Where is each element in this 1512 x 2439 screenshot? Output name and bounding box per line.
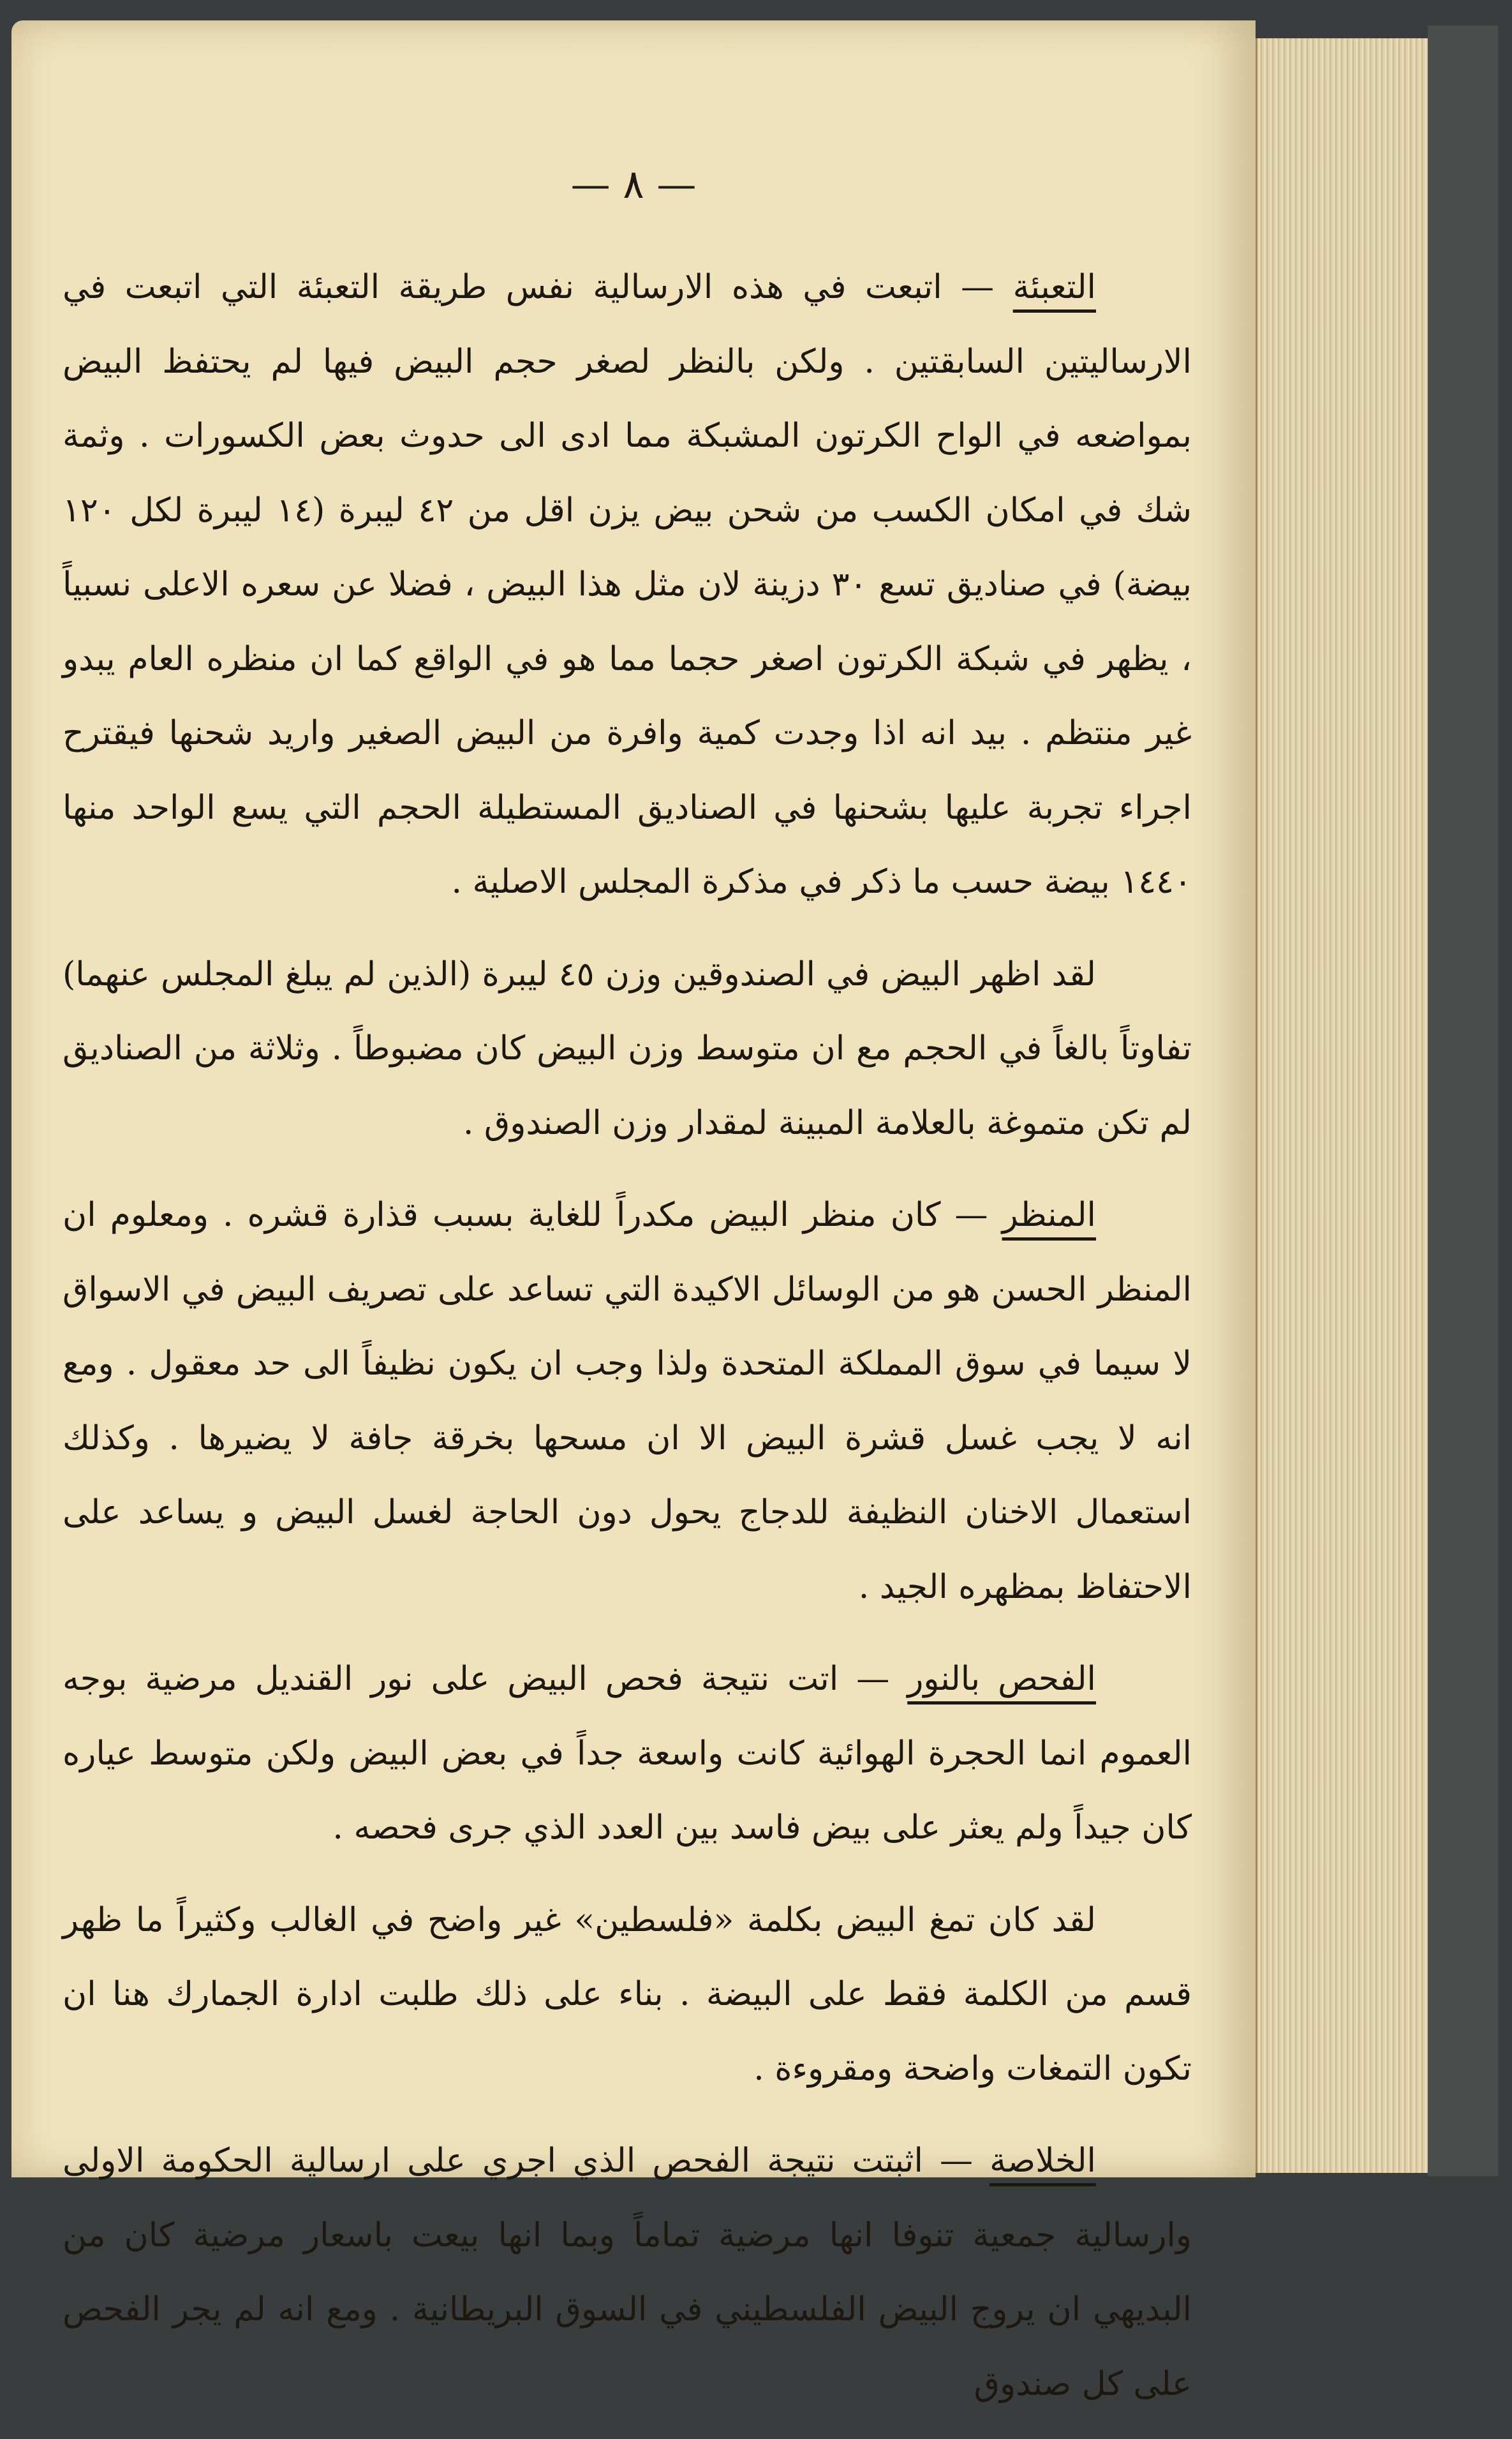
book-cover-edge (1428, 26, 1498, 2176)
paragraph-text: — اتت نتيجة فحص البيض على نور القنديل مرضية بوجه العموم انما الحجرة الهوائية كانت واسعة جداً في بعض البيض ولكن متوسط عياره كان جيداً ولم يعثر على بيض فاسد بين العدد الذي جرى فحصه . (63, 1660, 1192, 1847)
paragraph-candling (63, 1642, 1192, 1865)
page-number: — ٨ — (570, 161, 697, 207)
paragraph-text: — كان منظر البيض مكدراً للغاية بسبب قذارة قشره . ومعلوم ان المنظر الحسن هو من الوسائل الاكيدة التي تساعد على تصريف البيض في الاسواق لا سيما في سوق المملكة المتحدة ولذا وجب ان يكون نظيفاً الى حد معقول . ومع انه لا يجب غسل قشرة البيض الا ان مسحها بخرقة جافة لا يضيرها . وكذلك استعمال الاخنان النظيفة للدجاج يحول دون الحاجة لغسل البيض و يساعد على الاحتفاظ بمظهره الجيد . (63, 1196, 1192, 1606)
heading-packing: التعبئة (1012, 268, 1096, 306)
paragraph-text: — اثبتت نتيجة الفحص الذي اجري على ارسالية الحكومة الاولى وارسالية جمعية تنوفا انها مرضية تماماً وبما انها بيعت باسعار مرضية كان من البديهي ان يروج البيض الفلسطيني في السوق البريطانية . ومع انه لم يجر الفحص على كل صندوق (63, 2142, 1192, 2403)
paragraph-stamping (63, 1883, 1192, 2107)
heading-summary: الخلاصة (989, 2142, 1096, 2180)
heading-appearance: المنظر (1002, 1196, 1096, 1234)
heading-candling: الفحص بالنور (907, 1660, 1096, 1698)
paragraph-weight (63, 937, 1192, 1161)
paragraph-appearance (63, 1178, 1192, 1624)
paragraph-text: لقد كان تمغ البيض بكلمة «فلسطين» غير واضح في الغالب وكثيراً ما ظهر قسم من الكلمة فقط على البيضة . بناء على ذلك طلبت ادارة الجمارك هنا ان تكون التمغات واضحة ومقروءة . (63, 1900, 1192, 2088)
paragraph-text: لقد اظهر البيض في الصندوقين وزن ٤٥ ليبرة (الذين لم يبلغ المجلس عنهما) تفاوتاً بالغاً في الحجم مع ان متوسط وزن البيض كان مضبوطاً . وثلاثة من الصناديق لم تكن متموغة بالعلامة المبينة لمقدار وزن الصندوق . (63, 955, 1192, 1142)
page-stack-edge (1256, 38, 1430, 2173)
body-text (63, 250, 1192, 2439)
paragraph-text: — اتبعت في هذه الارسالية نفس طريقة التعبئة التي اتبعت في الارساليتين السابقتين . ولكن بالنظر لصغر حجم البيض فيها لم يحتفظ البيض بمواضعه في الواح الكرتون المشبكة مما ادى الى حدوث بعض الكسورات . وثمة شك في امكان الكسب من شحن بيض يزن اقل من ٤٢ ليبرة (١٤ ليبرة لكل ١٢٠ بيضة) في صناديق تسع ٣٠ دزينة لان مثل هذا البيض ، فضلا عن سعره الاعلى نسبياً ، يظهر في شبكة الكرتون اصغر حجما مما هو في الواقع كما ان منظره العام يبدو غير منتظم . بيد انه اذا وجدت كمية وافرة من البيض الصغير واريد شحنها فيقترح اجراء تجربة عليها بشحنها في الصناديق المستطيلة الحجم التي يسع الواحد منها ١٤٤٠ بيضة حسب ما ذكر في مذكرة المجلس الاصلية . (63, 268, 1192, 901)
paragraph-summary (63, 2124, 1192, 2421)
book-page (11, 20, 1256, 2403)
paragraph-packing (63, 250, 1192, 920)
